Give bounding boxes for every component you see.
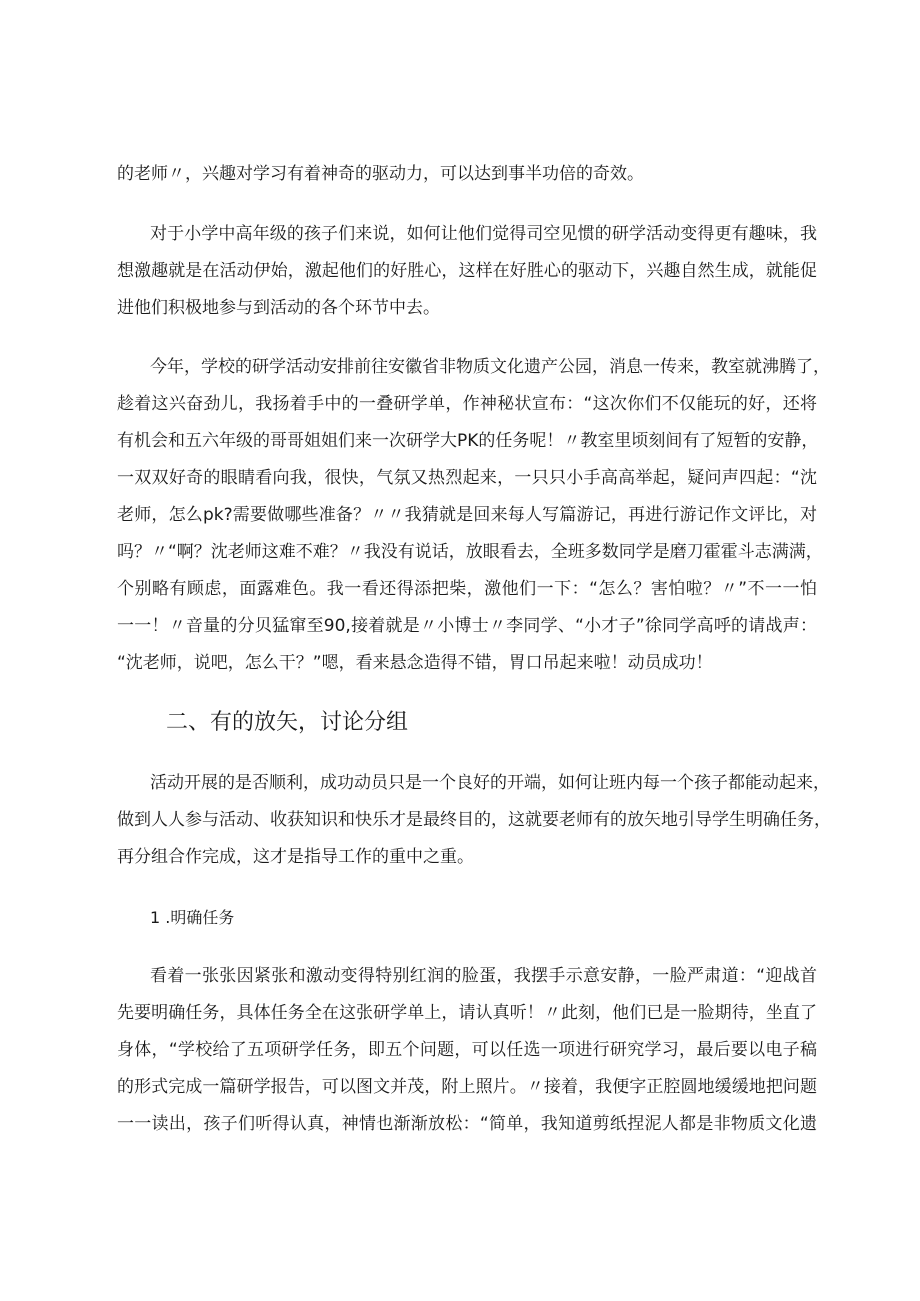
paragraph-line: 看着一张张因紧张和激动变得特别红润的脸蛋，我摆手示意安静，一脸严肃道：“迎战首	[150, 966, 817, 986]
paragraph-line: 吗？〃“啊？沈老师这难不难？〃我没有说话，放眼看去，全班多数同学是磨刀霍霍斗志满满，	[117, 542, 823, 562]
paragraph-line: 的形式完成一篇研学报告，可以图文并茂，附上照片。〃接着，我便字正腔圆地缓缓地把问题	[117, 1077, 817, 1097]
subsection-heading: 1 .明确任务	[150, 908, 235, 927]
paragraph-line: 趁着这兴奋劲儿，我扬着手中的一叠研学单，作神秘状宣布：“这次你们不仅能玩的好，还将	[117, 394, 817, 414]
paragraph-line: 活动开展的是否顺利，成功动员只是一个良好的开端，如何让班内每一个孩子都能动起来，	[150, 773, 830, 793]
paragraph-line: 老师，怎么pk?需要做哪些准备？〃〃我猜就是回来每人写篇游记，再进行游记作文评比，对	[117, 505, 817, 525]
paragraph-line: 先要明确任务，具体任务全在这张研学单上，请认真听！〃此刻，他们已是一脸期待，坐直了	[117, 1003, 817, 1023]
paragraph-line: 一双双好奇的眼睛看向我，很快，气氛又热烈起来，一只只小手高高举起，疑问声四起：“沈	[117, 468, 817, 488]
section-heading: 二、有的放矢，讨论分组	[166, 710, 409, 735]
paragraph-line: 一一！〃音量的分贝猛窜至90,接着就是〃小博士〃李同学、“小才子”徐同学高呼的请战声：	[117, 616, 817, 636]
paragraph-line: 今年，学校的研学活动安排前往安徽省非物质文化遗产公园，消息一传来，教室就沸腾了，	[150, 357, 830, 377]
paragraph-line: “沈老师，说吧，怎么干？”嗯，看来悬念造得不错，胃口吊起来啦！动员成功！	[117, 653, 713, 673]
paragraph-line: 个别略有顾虑，面露难色。我一看还得添把柴，激他们一下：“怎么？害怕啦？〃”不一一怕	[117, 579, 817, 599]
paragraph-line: 再分组合作完成，这才是指导工作的重中之重。	[117, 847, 474, 867]
paragraph-line: 做到人人参与活动、收获知识和快乐才是最终目的，这就要老师有的放矢地引导学生明确任务，	[117, 810, 831, 830]
paragraph-line: 对于小学中高年级的孩子们来说，如何让他们觉得司空见惯的研学活动变得更有趣味，我	[150, 224, 817, 244]
paragraph-line: 有机会和五六年级的哥哥姐姐们来一次研学大PK的任务呢！〃教室里顷刻间有了短暂的安静，	[117, 431, 819, 451]
paragraph-line: 身体，“学校给了五项研学任务，即五个问题，可以任选一项进行研究学习，最后要以电子稿	[117, 1040, 817, 1060]
paragraph-line: 进他们积极地参与到活动的各个环节中去。	[117, 298, 440, 318]
paragraph-line: 的老师〃，兴趣对学习有着神奇的驱动力，可以达到事半功倍的奇效。	[117, 164, 644, 184]
paragraph-line: 一一读出，孩子们听得认真，神情也渐渐放松：“简单，我知道剪纸捏泥人都是非物质文化遗	[117, 1114, 817, 1134]
paragraph-line: 想激趣就是在活动伊始，激起他们的好胜心，这样在好胜心的驱动下，兴趣自然生成，就能促	[117, 261, 817, 281]
